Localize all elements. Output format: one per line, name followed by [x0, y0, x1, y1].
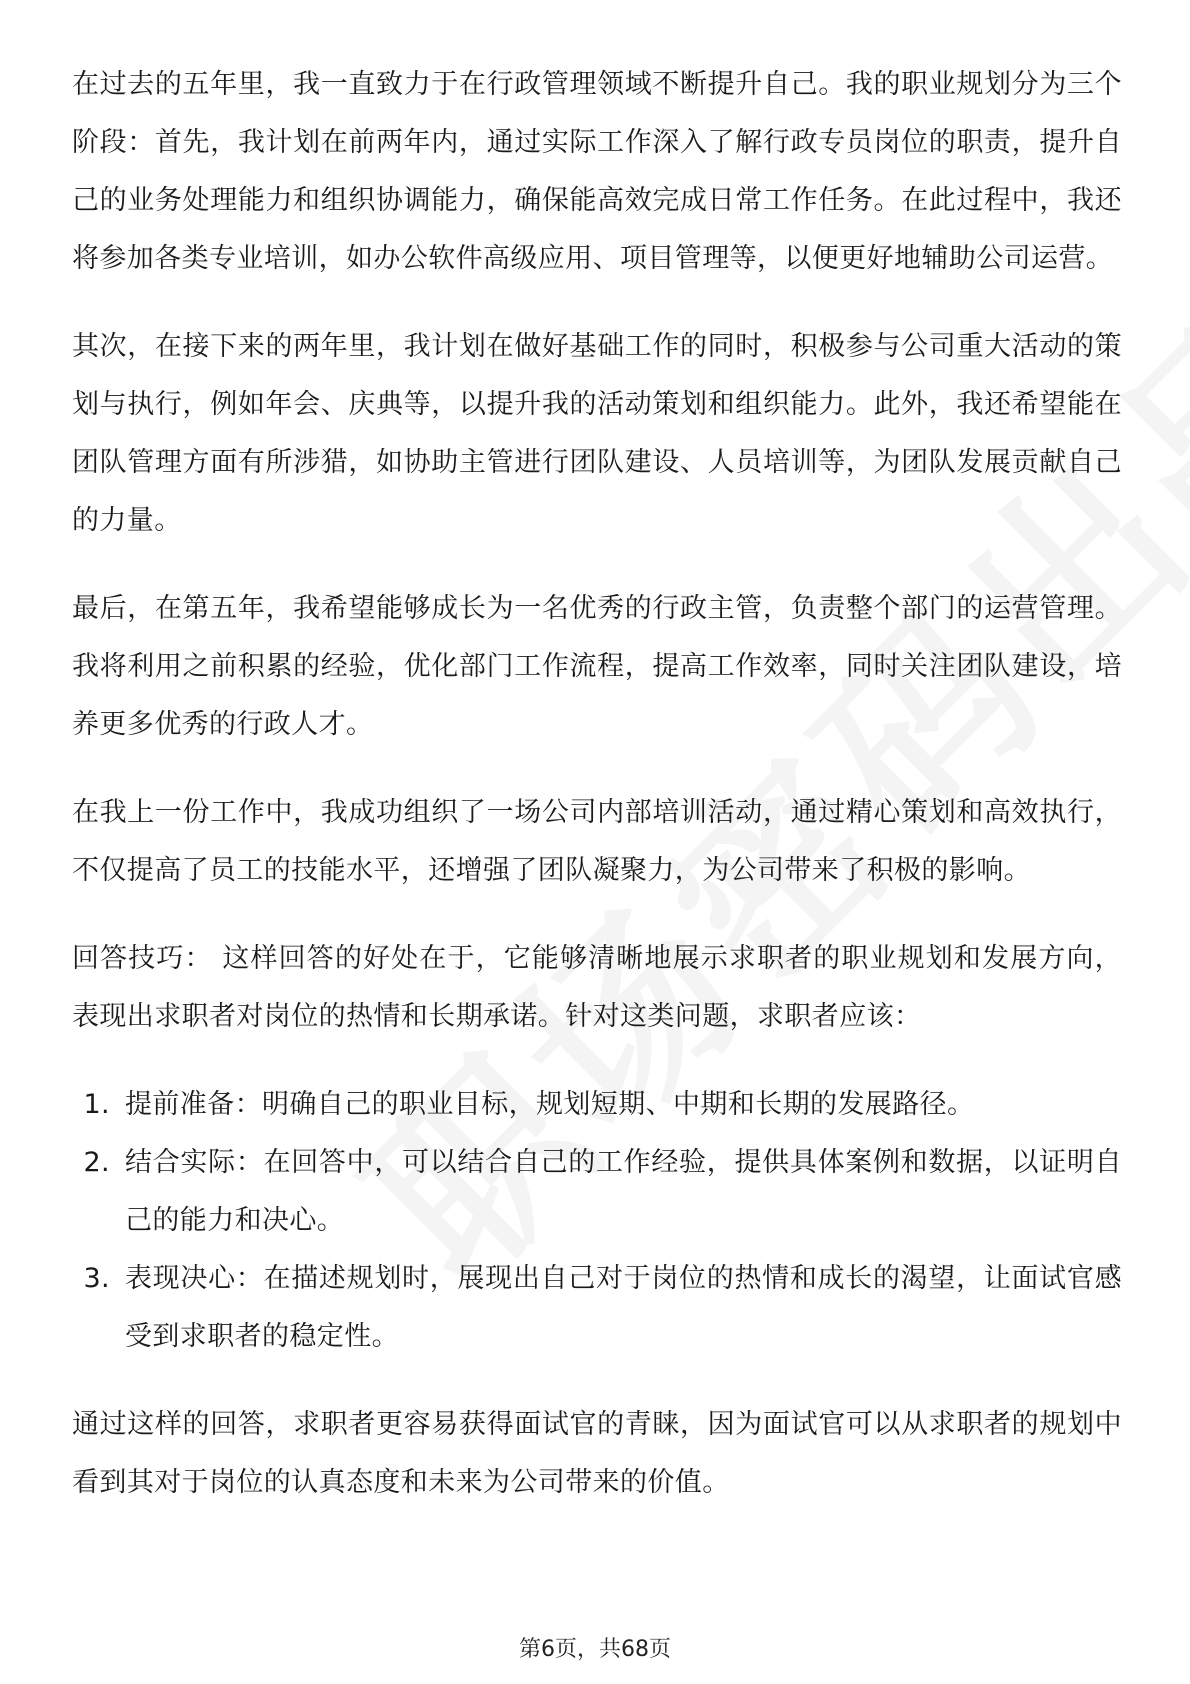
closing-paragraph: 通过这样的回答，求职者更容易获得面试官的青睐，因为面试官可以从求职者的规划中看到其对于岗位的认真态度和未来为公司带来的价值。: [72, 1409, 1122, 1498]
list-item-number: 1.: [83, 1089, 110, 1120]
list-item-text: 结合实际：在回答中，可以结合自己的工作经验，提供具体案例和数据，以证明自己的能力和决心。: [125, 1147, 1122, 1236]
list-item: [72, 1134, 1122, 1250]
list-item-text: 表现决心：在描述规划时，展现出自己对于岗位的热情和成长的渴望，让面试官感受到求职者的稳定性。: [125, 1263, 1122, 1352]
paragraph-1: 在过去的五年里，我一直致力于在行政管理领域不断提升自己。我的职业规划分为三个阶段：首先，我计划在前两年内，通过实际工作深入了解行政专员岗位的职责，提升自己的业务处理能力和组织协调能力，确保能高效完成日常工作任务。在此过程中，我还将参加各类专业培训，如办公软件高级应用、项目管理等，以便更好地辅助公司运营。: [72, 69, 1122, 274]
answer-tips-intro: 回答技巧： 这样回答的好处在于，它能够清晰地展示求职者的职业规划和发展方向，表现出求职者对岗位的热情和长期承诺。针对这类问题，求职者应该：: [72, 943, 1122, 1032]
paragraph-4: 在我上一份工作中，我成功组织了一场公司内部培训活动，通过精心策划和高效执行，不仅提高了员工的技能水平，还增强了团队凝聚力，为公司带来了积极的影响。: [72, 797, 1122, 886]
list-item: [72, 1076, 1122, 1134]
page-number: 第6页，共68页: [519, 1637, 671, 1662]
document-body: [72, 56, 1122, 1542]
tips-list: [72, 1076, 1122, 1366]
paragraph-3: 最后，在第五年，我希望能够成长为一名优秀的行政主管，负责整个部门的运营管理。我将利用之前积累的经验，优化部门工作流程，提高工作效率，同时关注团队建设，培养更多优秀的行政人才。: [72, 593, 1122, 740]
list-item-number: 2.: [83, 1147, 110, 1178]
list-item-number: 3.: [83, 1263, 110, 1294]
paragraph-2: 其次，在接下来的两年里，我计划在做好基础工作的同时，积极参与公司重大活动的策划与执行，例如年会、庆典等，以提升我的活动策划和组织能力。此外，我还希望能在团队管理方面有所涉猎，如协助主管进行团队建设、人员培训等，为团队发展贡献自己的力量。: [72, 331, 1122, 536]
list-item-text: 提前准备：明确自己的职业目标，规划短期、中期和长期的发展路径。: [125, 1089, 975, 1120]
list-item: [72, 1250, 1122, 1366]
